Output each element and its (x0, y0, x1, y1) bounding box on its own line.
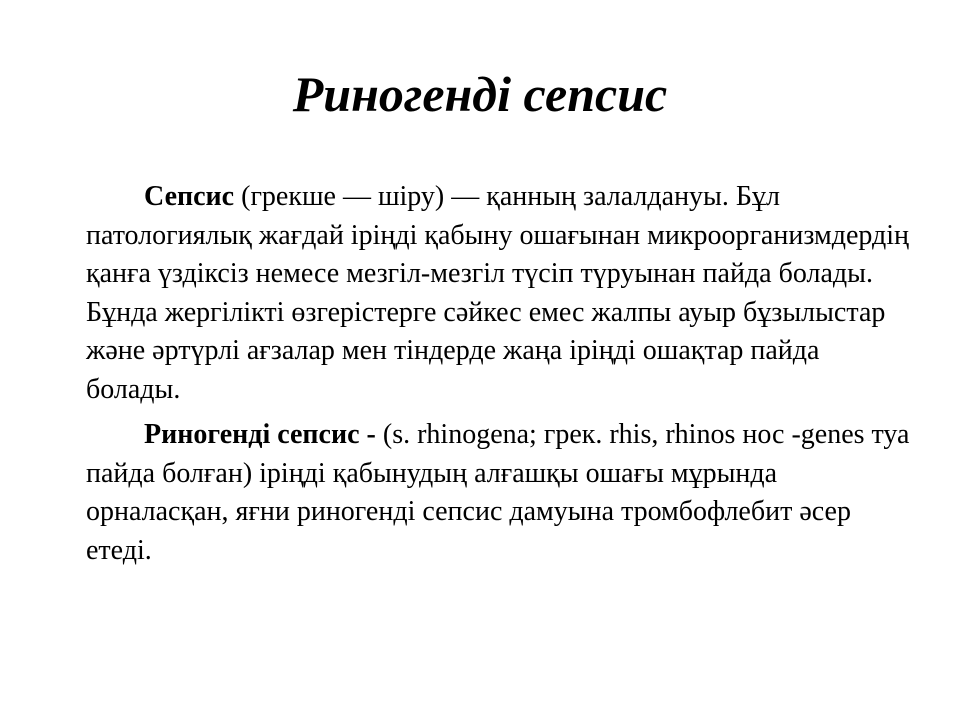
slide-title: Риногенді сепсис (292, 66, 668, 122)
term-sepsis: Сепсис (144, 181, 235, 212)
paragraph-rhinogenic-sepsis-text: (s. rhinogena; грек. rhis, rhinos нос -genes туа пайда болған) іріңді қабынудың алғашқы ошағы мұрында орналасқан, яғни риногенді сепсис дамуына тромбофлебит әсер етеді. (86, 419, 910, 566)
term-rhinogenic-sepsis: Риногенді сепсис - (144, 419, 376, 450)
paragraph-sepsis-text: (грекше — шіру) — қанның залалдануы. Бұл патологиялық жағдай іріңді қабыну ошағынан микроорганизмдердің қанға үздіксіз немесе мезгіл-мезгіл түсіп түруынан пайда болады. Бұнда жергілікті өзгерістерге сәйкес емес жалпы ауыр бұзылыстар және әртүрлі ағзалар мен тіндерде жаңа іріңді ошақтар пайда болады. (86, 181, 910, 405)
slide-body (86, 178, 916, 570)
paragraph-rhinogenic-sepsis-definition (86, 416, 916, 570)
paragraph-sepsis-definition (86, 178, 916, 409)
